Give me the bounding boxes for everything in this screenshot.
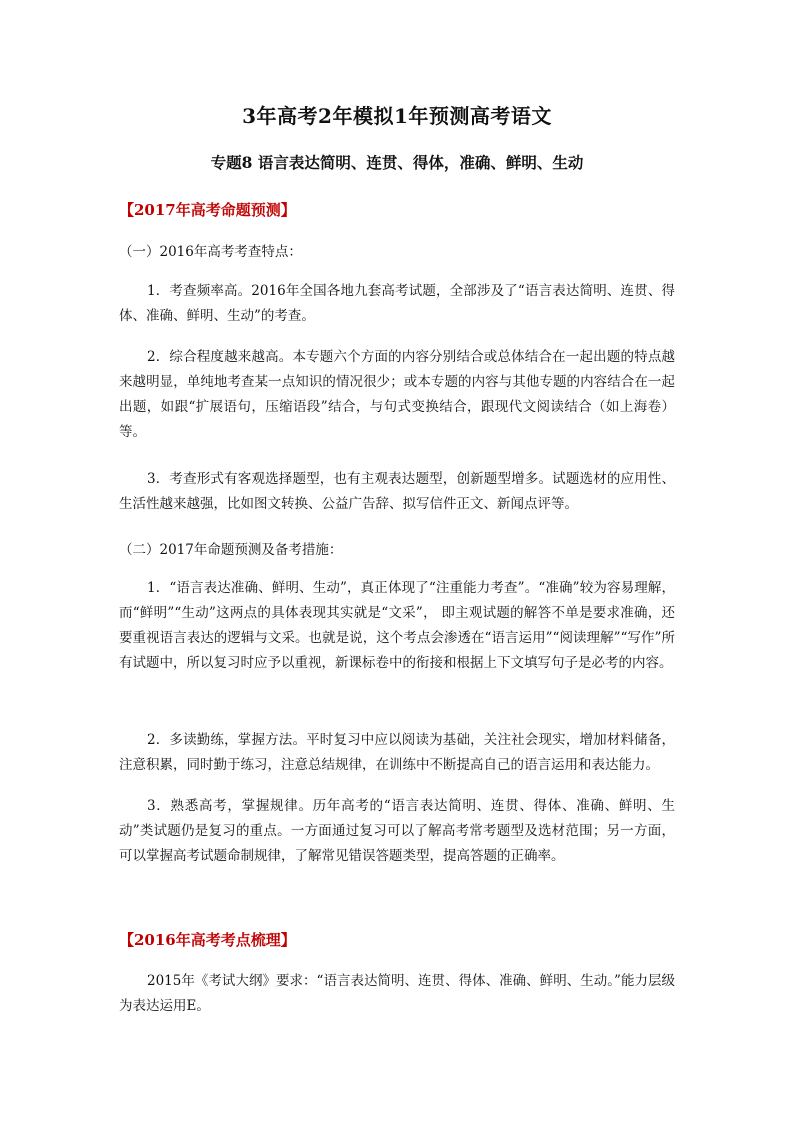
paragraph-feature-3: 3．考查形式有客观选择题型，也有主观表达题型，创新题型增多。试题选材的应用性、生活性越来越强，比如图文转换、公益广告辞、拟写信件正文、新闻点评等。 xyxy=(119,471,675,512)
paragraph-feature-1: 1．考查频率高。2016年全国各地九套高考试题，全部涉及了“语言表达简明、连贯、得体、准确、鲜明、生动”的考查。 xyxy=(119,283,675,324)
paragraph-measure-1: 1．“语言表达准确、鲜明、生动”，真正体现了“注重能力考查”。“准确”较为容易理解，而“鲜明”“生动”这两点的具体表现其实就是“文采”， 即主观试题的解答不单是要求准确，还要重视语言表达的逻辑与文采。也就是说，这个考点会渗透在“语言运用”“阅读理解”“写作”所有试题中，所以复习时应予以重视，新课标卷中的衔接和根据上下文填写句子是必考的内容。 xyxy=(119,580,675,671)
part-heading-measures: （二）2017年命题预测及备考措施： xyxy=(119,542,343,558)
document-title: 3年高考2年模拟1年预测高考语文 xyxy=(242,104,552,128)
document-subtitle: 专题8 语言表达简明、连贯、得体，准确、鲜明、生动 xyxy=(210,153,584,172)
paragraph-feature-2: 2．综合程度越来越高。本专题六个方面的内容分别结合或总体结合在一起出题的特点越来越明显，单纯地考查某一点知识的情况很少；或本专题的内容与其他专题的内容结合在一起出题，如跟“扩展语句，压缩语段”结合，与句式变换结合，跟现代文阅读结合（如上海卷）等。 xyxy=(119,349,675,440)
paragraph-measure-2: 2．多读勤练，掌握方法。平时复习中应以阅读为基础，关注社会现实，增加材料储备，注意积累，同时勤于练习，注意总结规律，在训练中不断提高自己的语言运用和表达能力。 xyxy=(119,732,675,773)
section-heading-review: 【2016年高考考点梳理】 xyxy=(119,931,296,949)
paragraph-measure-3: 3．熟悉高考，掌握规律。历年高考的“语言表达简明、连贯、得体、准确、鲜明、生动”类试题仍是复习的重点。一方面通过复习可以了解高考常考题型及选材范围；另一方面，可以掌握高考试题命制规律，了解常见错误答题类型，提高答题的正确率。 xyxy=(119,798,675,864)
part-heading-features: （一）2016年高考考查特点： xyxy=(119,244,302,260)
paragraph-syllabus: 2015年《考试大纲》要求：“语言表达简明、连贯、得体、准确、鲜明、生动。”能力层级为表达运用E。 xyxy=(119,973,675,1014)
section-heading-prediction: 【2017年高考命题预测】 xyxy=(119,201,296,219)
